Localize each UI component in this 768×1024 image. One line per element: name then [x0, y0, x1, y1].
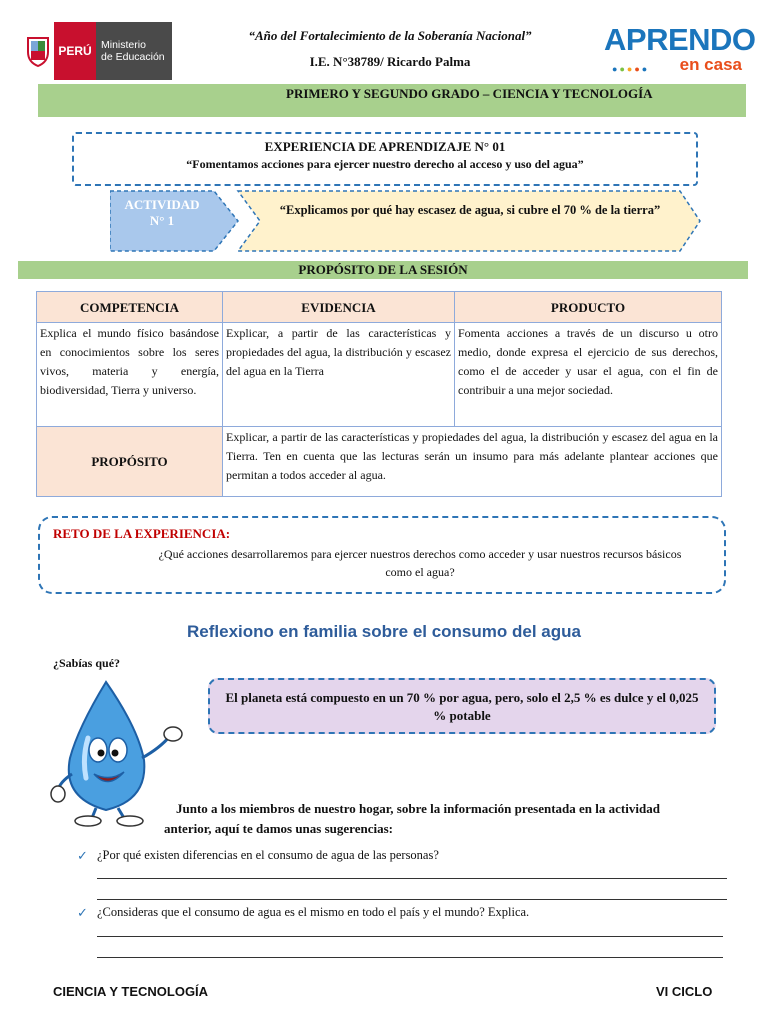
brand-big: APRENDO — [604, 22, 756, 57]
purpose-banner: PROPÓSITO DE LA SESIÓN — [18, 261, 748, 279]
question-2: ¿Consideras que el consumo de agua es el mismo en todo el país y el mundo? Explica. — [97, 905, 530, 919]
answer-line[interactable] — [97, 936, 723, 937]
fact-box — [208, 678, 716, 734]
table-header-row — [37, 292, 722, 323]
peru-label: PERÚ — [54, 22, 96, 80]
checkmark-icon: ✓ — [77, 905, 88, 920]
aprendo-en-casa-logo — [604, 22, 756, 82]
challenge-title: RETO DE LA EXPERIENCIA: — [53, 526, 231, 541]
table-row — [37, 323, 722, 427]
grade-banner — [38, 84, 746, 117]
ministry-line2: de Educación — [101, 51, 165, 63]
competence-table — [36, 291, 722, 497]
table-row-purpose — [37, 427, 722, 497]
activity-text: “Explicamos por qué hay escasez de agua, si cubre el 70 % de la tierra” — [279, 203, 661, 217]
grade-banner-text: PRIMERO Y SEGUNDO GRADO – CIENCIA Y TECNOLOGÍA — [286, 86, 653, 101]
answer-line[interactable] — [97, 899, 727, 900]
header-evidencia: EVIDENCIA — [223, 292, 455, 323]
challenge-box — [38, 516, 726, 594]
cell-producto: Fomenta acciones a través de un discurso u otro medio, donde expresa el ejercicio de sus derechos, como el de acceder y usar el agua, con el fin de contribuir a una mejor sociedad. — [455, 323, 722, 427]
brand-dots-icon: ●●●●● — [612, 64, 650, 74]
intro-line1: Junto a los miembros de nuestro hogar, sobre la información presentada en la actividad — [176, 801, 660, 816]
footer-subject: CIENCIA Y TECNOLOGÍA — [53, 984, 209, 999]
checkmark-icon: ✓ — [77, 848, 88, 863]
experience-box — [72, 132, 698, 186]
header-competencia: COMPETENCIA — [37, 292, 223, 323]
experience-subtitle: “Fomentamos acciones para ejercer nuestro derecho al acceso y uso del agua” — [186, 157, 584, 171]
answer-line[interactable] — [97, 957, 723, 958]
activity-label — [112, 197, 212, 229]
activity-label-line1: ACTIVIDAD — [124, 197, 200, 212]
challenge-text: ¿Qué acciones desarrollaremos para ejercer nuestros derechos como acceder y usar nuestros recursos básicos como el agua? — [158, 547, 682, 579]
purpose-label: PROPÓSITO — [37, 427, 223, 497]
answer-line[interactable] — [97, 878, 727, 879]
header-producto: PRODUCTO — [455, 292, 722, 323]
fact-text: El planeta está compuesto en un 70 % por agua, pero, solo el 2,5 % es dulce y el 0,025 % potable — [225, 690, 699, 723]
brand-small: en casa — [679, 55, 742, 74]
purpose-text: Explicar, a partir de las características y propiedades del agua, la distribución y escasez del agua en la Tierra. Ten en cuenta que las lecturas serán un insumo para más adelante plantear acciones que permitan a todos acceder al agua. — [223, 427, 722, 497]
did-you-know: ¿Sabías qué? — [53, 656, 121, 670]
intro-line2: anterior, aquí te damos unas sugerencias: — [164, 821, 393, 836]
intro-text — [164, 799, 736, 839]
question-1: ¿Por qué existen diferencias en el consumo de agua de las personas? — [97, 848, 439, 862]
year-motto: “Año del Fortalecimiento de la Soberanía Nacional” — [248, 28, 532, 43]
footer-cycle: VI CICLO — [656, 984, 713, 999]
ministry-label — [96, 22, 172, 80]
minedu-logo — [22, 22, 172, 80]
activity-text-arrow — [238, 191, 700, 251]
ministry-line1: Ministerio — [101, 39, 146, 51]
peru-shield-icon — [22, 22, 54, 80]
section-title: Reflexiono en familia sobre el consumo del agua — [187, 622, 581, 641]
activity-label-line2: N° 1 — [149, 213, 175, 228]
cell-evidencia: Explicar, a partir de las características y propiedades del agua, la distribución y escasez del agua en la Tierra — [223, 323, 455, 427]
experience-title: EXPERIENCIA DE APRENDIZAJE N° 01 — [264, 139, 506, 154]
school-name: I.E. N°38789/ Ricardo Palma — [309, 54, 471, 69]
cell-competencia: Explica el mundo físico basándose en conocimientos sobre los seres vivos, materia y energía, biodiversidad, Tierra y universo. — [37, 323, 223, 427]
